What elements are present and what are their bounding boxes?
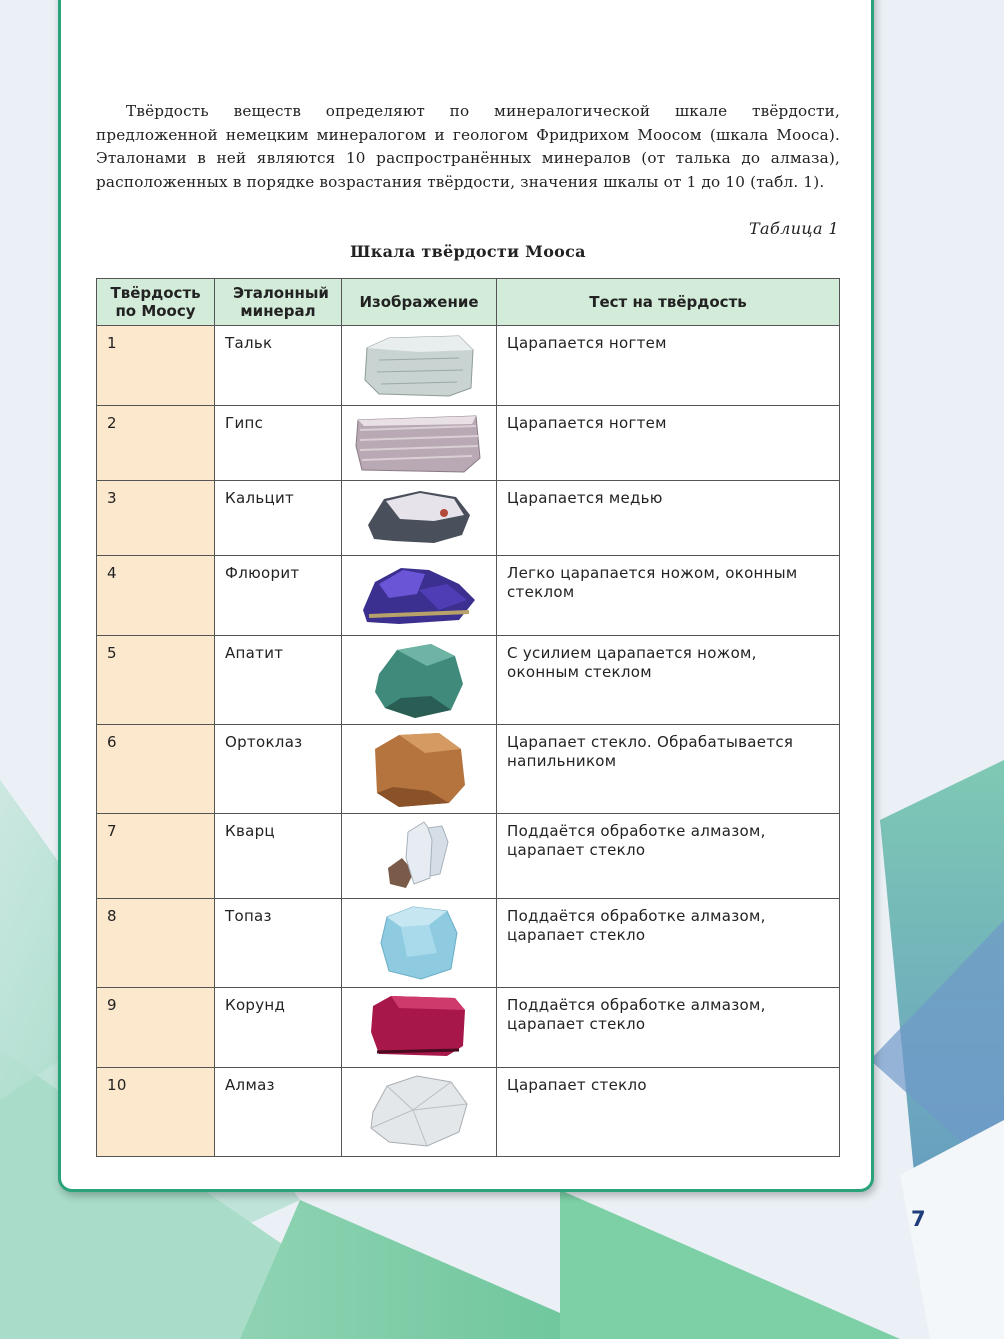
table-row: [97, 556, 840, 636]
image-cell: [342, 556, 497, 636]
mineral-cell: Топаз: [215, 899, 342, 988]
hardness-cell: 5: [97, 636, 215, 725]
test-cell: Поддаётся обработке алмазом, царапает стекло: [497, 988, 840, 1068]
header-hardness: Твёрдость по Моосу: [97, 279, 215, 326]
calcite-stone-image: [364, 485, 474, 547]
image-cell: [342, 406, 497, 481]
mineral-cell: Апатит: [215, 636, 342, 725]
table-label: Таблица 1: [748, 219, 839, 238]
page-number: 7: [911, 1207, 926, 1231]
table-row: [97, 725, 840, 814]
test-cell: Царапает стекло. Обрабатывается напильником: [497, 725, 840, 814]
topaz-stone-image: [377, 903, 461, 981]
image-cell: [342, 725, 497, 814]
fluorite-stone-image: [359, 560, 479, 628]
mineral-cell: Кальцит: [215, 481, 342, 556]
table-title: Шкала твёрдости Мооса: [350, 242, 586, 261]
quartz-stone-image: [384, 818, 454, 894]
hardness-cell: 4: [97, 556, 215, 636]
hardness-cell: 2: [97, 406, 215, 481]
mineral-cell: Тальк: [215, 326, 342, 406]
image-cell: [342, 636, 497, 725]
image-cell: [342, 814, 497, 899]
apatite-stone-image: [371, 640, 467, 720]
test-cell: Царапается ногтем: [497, 406, 840, 481]
diamond-stone-image: [367, 1072, 471, 1148]
table-row: [97, 899, 840, 988]
test-cell: Поддаётся обработке алмазом, царапает стекло: [497, 814, 840, 899]
image-cell: [342, 481, 497, 556]
mineral-cell: Флюорит: [215, 556, 342, 636]
table-row: [97, 814, 840, 899]
test-cell: Царапает стекло: [497, 1068, 840, 1157]
header-test: Тест на твёрдость: [497, 279, 840, 326]
image-cell: [342, 899, 497, 988]
test-cell: Легко царапается ножом, оконным стеклом: [497, 556, 840, 636]
header-image: Изображение: [342, 279, 497, 326]
table-header-row: [97, 279, 840, 326]
hardness-cell: 8: [97, 899, 215, 988]
hardness-cell: 3: [97, 481, 215, 556]
table-row: [97, 988, 840, 1068]
table-row: [97, 481, 840, 556]
hardness-cell: 9: [97, 988, 215, 1068]
corundum-stone-image: [369, 992, 469, 1058]
mineral-cell: Гипс: [215, 406, 342, 481]
header-mineral: Эталонный минерал: [215, 279, 342, 326]
test-cell: Поддаётся обработке алмазом, царапает стекло: [497, 899, 840, 988]
table-row: [97, 406, 840, 481]
mineral-cell: Ортоклаз: [215, 725, 342, 814]
image-cell: [342, 326, 497, 406]
gypsum-stone-image: [354, 410, 484, 476]
orthoclase-stone-image: [369, 729, 469, 809]
table-row: [97, 326, 840, 406]
hardness-cell: 6: [97, 725, 215, 814]
mineral-cell: Алмаз: [215, 1068, 342, 1157]
table-row: [97, 636, 840, 725]
mineral-cell: Кварц: [215, 814, 342, 899]
image-cell: [342, 1068, 497, 1157]
test-cell: Царапается медью: [497, 481, 840, 556]
intro-paragraph: Твёрдость веществ определяют по минералогической шкале твёрдости, предложенной немецким минералогом и геологом Фридрихом Моосом (шкала Мооса). Эталонами в ней являются 10 распространённых минералов (от талька до алмаза), расположенных в порядке возрастания твёрдости, значения шкалы от 1 до 10 (табл. 1).: [96, 102, 840, 191]
mohs-table: [96, 278, 840, 1157]
table-row: [97, 1068, 840, 1157]
test-cell: С усилием царапается ножом, оконным стеклом: [497, 636, 840, 725]
mineral-cell: Корунд: [215, 988, 342, 1068]
talc-stone-image: [359, 330, 479, 400]
hardness-cell: 1: [97, 326, 215, 406]
hardness-cell: 7: [97, 814, 215, 899]
hardness-cell: 10: [97, 1068, 215, 1157]
test-cell: Царапается ногтем: [497, 326, 840, 406]
image-cell: [342, 988, 497, 1068]
